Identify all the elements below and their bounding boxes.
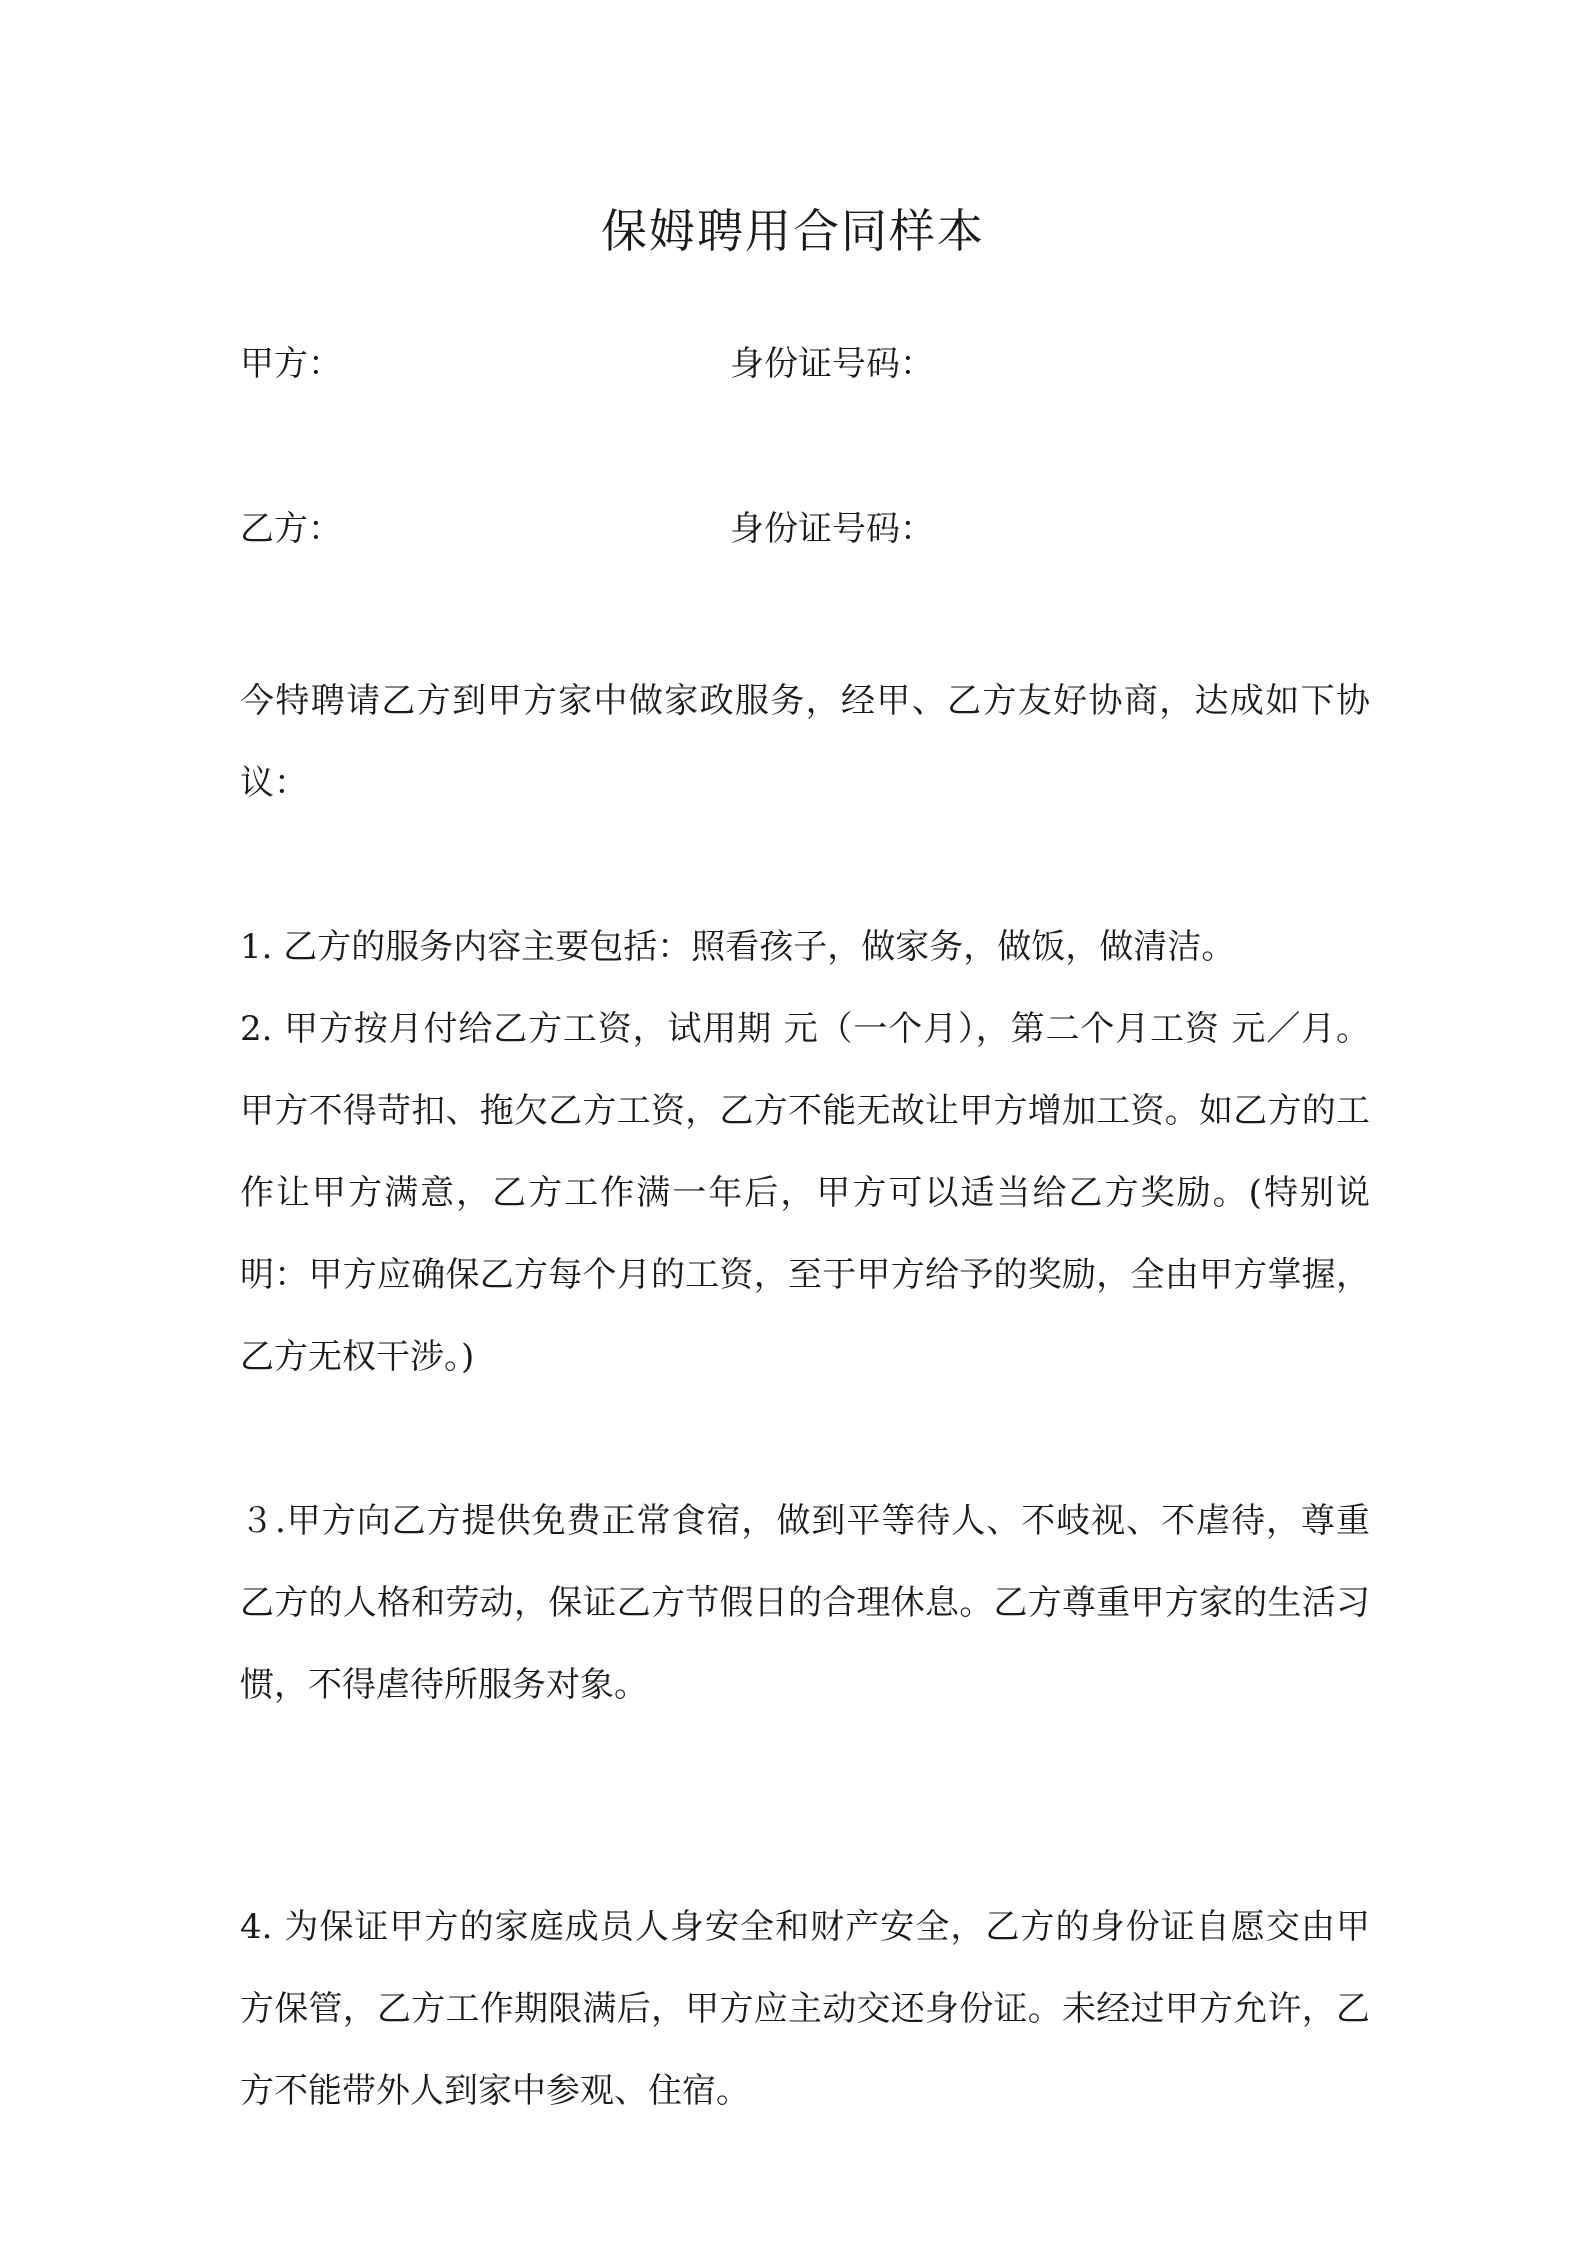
party-a-label: 甲方：	[240, 344, 342, 384]
party-b-id-label: 身份证号码：	[730, 509, 934, 549]
party-a-id-label: 身份证号码：	[730, 344, 934, 384]
clause-3: ３.甲方向乙方提供免费正常食宿，做到平等待人、不岐视、不虐待，尊重乙方的人格和劳动，保证乙方节假日的合理休息。乙方尊重甲方家的生活习惯，不得虐待所服务对象。	[240, 1501, 1370, 1705]
clause-4: 4. 为保证甲方的家庭成员人身安全和财产安全，乙方的身份证自愿交由甲方保管，乙方工作期限满后，甲方应主动交还身份证。未经过甲方允许，乙方不能带外人到家中参观、住宿。	[240, 1907, 1370, 2111]
intro-paragraph: 今特聘请乙方到甲方家中做家政服务，经甲、乙方友好协商，达成如下协议：	[240, 681, 1370, 803]
document-title: 保姆聘用合同样本	[601, 204, 985, 258]
clause-2: 2. 甲方按月付给乙方工资，试用期 元（一个月），第二个月工资 元／月。甲方不得苛扣、拖欠乙方工资，乙方不能无故让甲方增加工资。如乙方的工作让甲方满意，乙方工作满一年后，甲方可以适当给乙方奖励。(特别说明：甲方应确保乙方每个月的工资，至于甲方给予的奖励，全由甲方掌握，乙方无权干涉。)	[240, 1009, 1370, 1377]
party-b-label: 乙方：	[240, 509, 342, 549]
clause-1: 1. 乙方的服务内容主要包括：照看孩子，做家务，做饭，做清洁。	[240, 927, 1236, 967]
